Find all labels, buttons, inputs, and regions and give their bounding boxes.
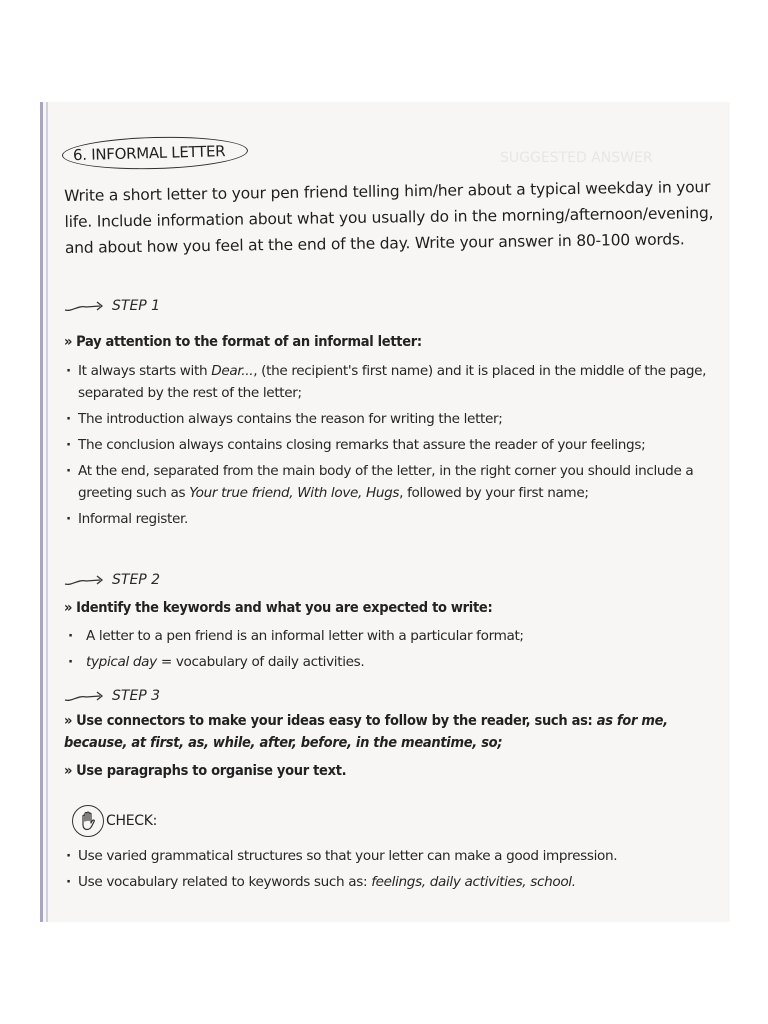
- wavy-arrow-icon: [64, 689, 108, 703]
- list-item: · It always starts with Dear..., (the recipient's first name) and it is placed in the middle of the page, separated by the rest of the letter;: [64, 360, 724, 404]
- step-3-heading-paragraphs: » Use paragraphs to organise your text.: [64, 763, 347, 779]
- list-item: · At the end, separated from the main body of the letter, in the right corner you should include a greeting such as Your true friend, With love, Hugs, followed by your first name;: [64, 460, 724, 504]
- double-chevron-icon: »: [64, 713, 73, 729]
- wavy-arrow-icon: [64, 573, 108, 587]
- page-spine-edge: [40, 102, 43, 922]
- step-2-bullet-list: [64, 625, 724, 677]
- wavy-arrow-icon: [64, 299, 108, 313]
- step-2-heading: » Identify the keywords and what you are expected to write:: [64, 600, 493, 616]
- list-item: · typical day = vocabulary of daily activities.: [64, 651, 724, 673]
- double-chevron-icon: »: [64, 334, 73, 350]
- page-spine-edge-inner: [46, 102, 48, 922]
- step-2-label: STEP 2: [64, 572, 160, 588]
- list-item: · The conclusion always contains closing remarks that assure the reader of your feelings;: [64, 434, 724, 456]
- list-item: · Informal register.: [64, 508, 724, 530]
- step-1-label: STEP 1: [64, 298, 160, 314]
- list-item: · The introduction always contains the reason for writing the letter;: [64, 408, 724, 430]
- list-item: · A letter to a pen friend is an informal letter with a particular format;: [64, 625, 724, 647]
- bleed-through-text: SUGGESTED ANSWER: [500, 150, 653, 166]
- check-bullet-list: [64, 845, 724, 897]
- step-1-bullet-list: [64, 360, 724, 534]
- step-3-heading-connectors: » Use connectors to make your ideas easy to follow by the reader, such as: as for me, because, at first, as, while, after, before, in the meantime, so;: [64, 713, 668, 751]
- list-item: · Use varied grammatical structures so that your letter can make a good impression.: [64, 845, 724, 867]
- exercise-title: 6. INFORMAL LETTER: [72, 142, 226, 165]
- exercise-prompt: Write a short letter to your pen friend telling him/her about a typical weekday in your life. Include information about what you usually do in the morning/afternoon/evening, and about how you feel at the end of the day. Write your answer in 80-100 words.: [64, 177, 714, 257]
- check-label-row: CHECK:: [72, 805, 157, 837]
- double-chevron-icon: »: [64, 600, 73, 616]
- list-item: · Use vocabulary related to keywords such as: feelings, daily activities, school.: [64, 871, 724, 893]
- step-3-label: STEP 3: [64, 688, 160, 704]
- step-1-heading: » Pay attention to the format of an informal letter:: [64, 334, 422, 350]
- double-chevron-icon: »: [64, 763, 73, 779]
- hand-stop-icon: [72, 805, 104, 837]
